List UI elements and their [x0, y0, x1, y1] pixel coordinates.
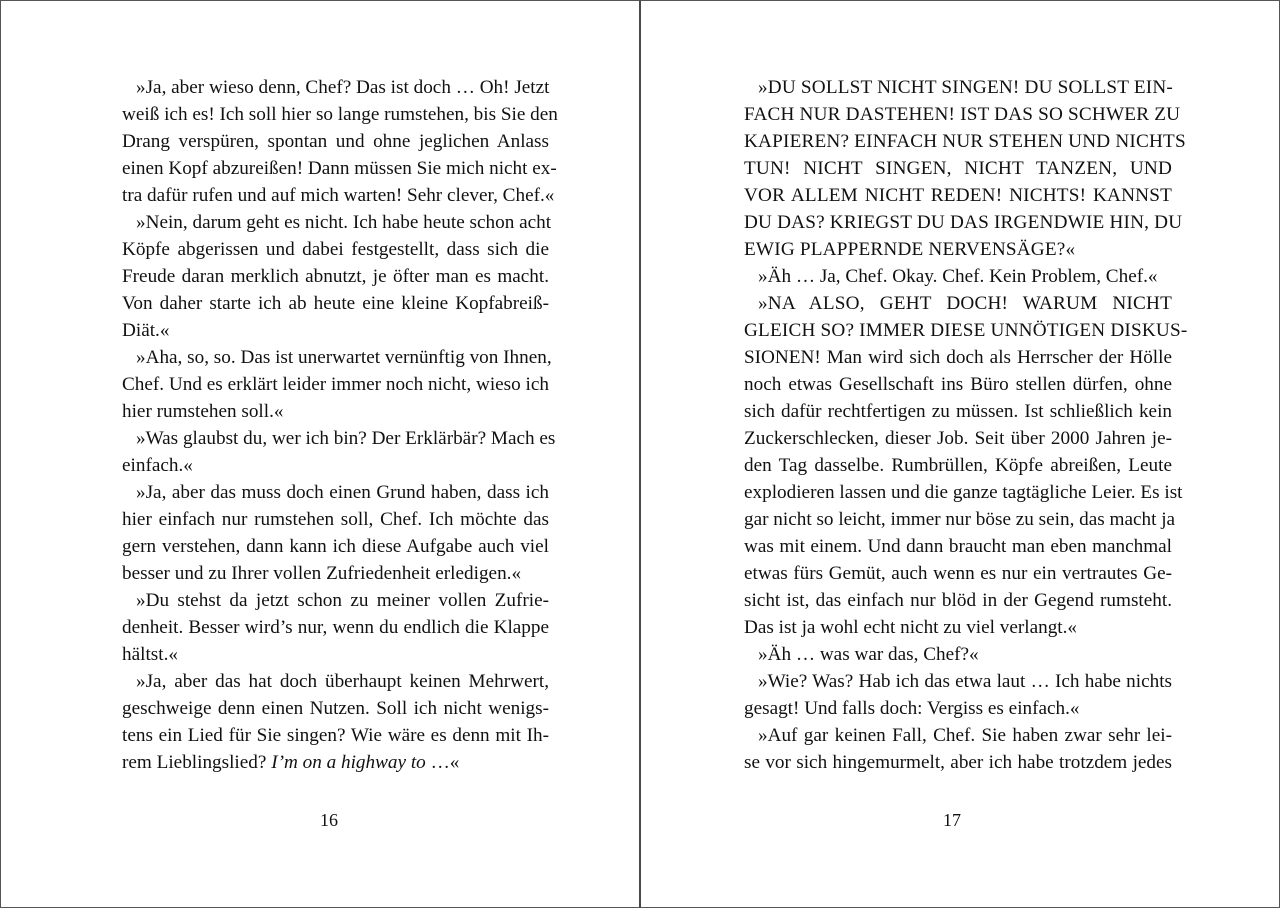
text-line: »Aha, so, so. Das ist unerwartet vernünftig von Ihnen, — [136, 347, 552, 368]
text-run: rem Lieblingslied? — [122, 752, 272, 773]
text-line: »DU SOLLST NICHT SINGEN! DU SOLLST EIN- — [758, 77, 1173, 98]
page-number-text: 16 — [320, 810, 338, 830]
text-line: Drang verspüren, spontan und ohne jeglichen Anlass — [122, 131, 549, 152]
text-line: einen Kopf abzureißen! Dann müssen Sie mich nicht ex- — [122, 158, 557, 179]
text-line: Das ist ja wohl echt nicht zu viel verlangt.« — [744, 617, 1078, 638]
text-line: »Ja, aber das hat doch überhaupt keinen Mehrwert, — [136, 671, 549, 692]
text-line: Von daher starte ich ab heute eine kleine Kopfabreiß- — [122, 293, 549, 314]
text-line: VOR ALLEM NICHT REDEN! NICHTS! KANNST — [744, 185, 1172, 206]
text-line: einfach.« — [122, 455, 193, 476]
text-line: Freude daran merklich abnutzt, je öfter man es macht. — [122, 266, 549, 287]
page-number — [0, 808, 640, 832]
text-line: den Tag dasselbe. Rumbrüllen, Köpfe abreißen, Leute — [744, 455, 1172, 476]
text-line: »Äh … Ja, Chef. Okay. Chef. Kein Problem, Chef.« — [758, 266, 1158, 287]
text-line: »Äh … was war das, Chef?« — [758, 644, 979, 665]
text-line: »Nein, darum geht es nicht. Ich habe heute schon acht — [136, 212, 552, 233]
text-line: SIONEN! Man wird sich doch als Herrscher der Hölle — [744, 347, 1172, 368]
text-line: besser und zu Ihrer vollen Zufriedenheit erledigen.« — [122, 563, 522, 584]
text-line: EWIG PLAPPERNDE NERVENSÄGE?« — [744, 239, 1076, 260]
text-line — [108, 749, 549, 776]
text-line: tens ein Lied für Sie singen? Wie wäre es denn mit Ih- — [122, 725, 549, 746]
text-line: DU DAS? KRIEGST DU DAS IRGENDWIE HIN, DU — [744, 212, 1183, 233]
text-line: tra dafür rufen und auf mich warten! Sehr clever, Chef.« — [122, 185, 555, 206]
text-line: »Ja, aber das muss doch einen Grund haben, dass ich — [136, 482, 549, 503]
paragraph — [108, 668, 549, 776]
text-line: TUN! NICHT SINGEN, NICHT TANZEN, UND — [744, 158, 1172, 179]
text-line: explodieren lassen und die ganze tagtägliche Leier. Es ist — [744, 482, 1183, 503]
text-line: was mit einem. Und dann braucht man eben manchmal — [744, 536, 1172, 557]
text-line: KAPIEREN? EINFACH NUR STEHEN UND NICHTS — [744, 131, 1186, 152]
song-title-italic: I’m on a highway to — [271, 752, 426, 773]
text-line: Diät.« — [122, 320, 170, 341]
text-line: etwas fürs Gemüt, auch wenn es nur ein vertrautes Ge- — [744, 563, 1172, 584]
paragraph — [108, 209, 552, 344]
text-run: …« — [425, 752, 460, 773]
paragraph — [730, 263, 1172, 290]
right-page-text — [730, 74, 1188, 776]
text-line: geschweige denn einen Nutzen. Soll ich nicht wenigs- — [122, 698, 549, 719]
right-page — [641, 0, 1280, 908]
text-line: Köpfe abgerissen und dabei festgestellt, dass sich die — [122, 239, 549, 260]
text-line: gesagt! Und falls doch: Vergiss es einfach.« — [744, 698, 1080, 719]
text-line: denheit. Besser wird’s nur, wenn du endlich die Klappe — [122, 617, 549, 638]
text-line: Zuckerschlecken, dieser Job. Seit über 2000 Jahren je- — [744, 428, 1172, 449]
text-line: weiß ich es! Ich soll hier so lange rumstehen, bis Sie den — [122, 104, 558, 125]
text-line: gern verstehen, dann kann ich diese Aufgabe auch viel — [122, 536, 549, 557]
text-line: gar nicht so leicht, immer nur böse zu sein, das macht ja — [744, 509, 1176, 530]
page-number-text: 17 — [943, 810, 961, 830]
text-line: »Ja, aber wieso denn, Chef? Das ist doch … Oh! Jetzt — [136, 77, 550, 98]
paragraph — [108, 425, 556, 479]
paragraph — [730, 641, 1172, 668]
paragraph — [730, 668, 1172, 722]
paragraph — [108, 344, 552, 425]
text-line: hier einfach nur rumstehen soll, Chef. Ich möchte das — [122, 509, 549, 530]
text-line: »Was glaubst du, wer ich bin? Der Erklärbär? Mach es — [136, 428, 556, 449]
paragraph — [730, 74, 1186, 263]
paragraph — [730, 722, 1172, 776]
text-line: »Wie? Was? Hab ich das etwa laut … Ich habe nichts — [758, 671, 1172, 692]
page-number — [641, 808, 1280, 832]
paragraph — [108, 479, 549, 587]
text-line: noch etwas Gesellschaft ins Büro stellen dürfen, ohne — [744, 374, 1172, 395]
text-line: FACH NUR DASTEHEN! IST DAS SO SCHWER ZU — [744, 104, 1181, 125]
paragraph — [730, 290, 1188, 641]
text-line: Chef. Und es erklärt leider immer noch nicht, wieso ich — [122, 374, 549, 395]
left-page-text — [108, 74, 558, 776]
paragraph — [108, 587, 549, 668]
text-line: GLEICH SO? IMMER DIESE UNNÖTIGEN DISKUS- — [744, 320, 1188, 341]
text-line: sicht ist, das einfach nur blöd in der Gegend rumsteht. — [744, 590, 1172, 611]
text-line: »Auf gar keinen Fall, Chef. Sie haben zwar sehr lei- — [758, 725, 1172, 746]
text-line: hältst.« — [122, 644, 178, 665]
text-line: sich dafür rechtfertigen zu müssen. Ist schließlich kein — [744, 401, 1172, 422]
text-line: »Du stehst da jetzt schon zu meiner vollen Zufrie- — [136, 590, 549, 611]
text-line: hier rumstehen soll.« — [122, 401, 284, 422]
text-line: se vor sich hingemurmelt, aber ich habe trotzdem jedes — [744, 752, 1172, 773]
paragraph — [108, 74, 558, 209]
text-line: »NA ALSO, GEHT DOCH! WARUM NICHT — [758, 293, 1172, 314]
